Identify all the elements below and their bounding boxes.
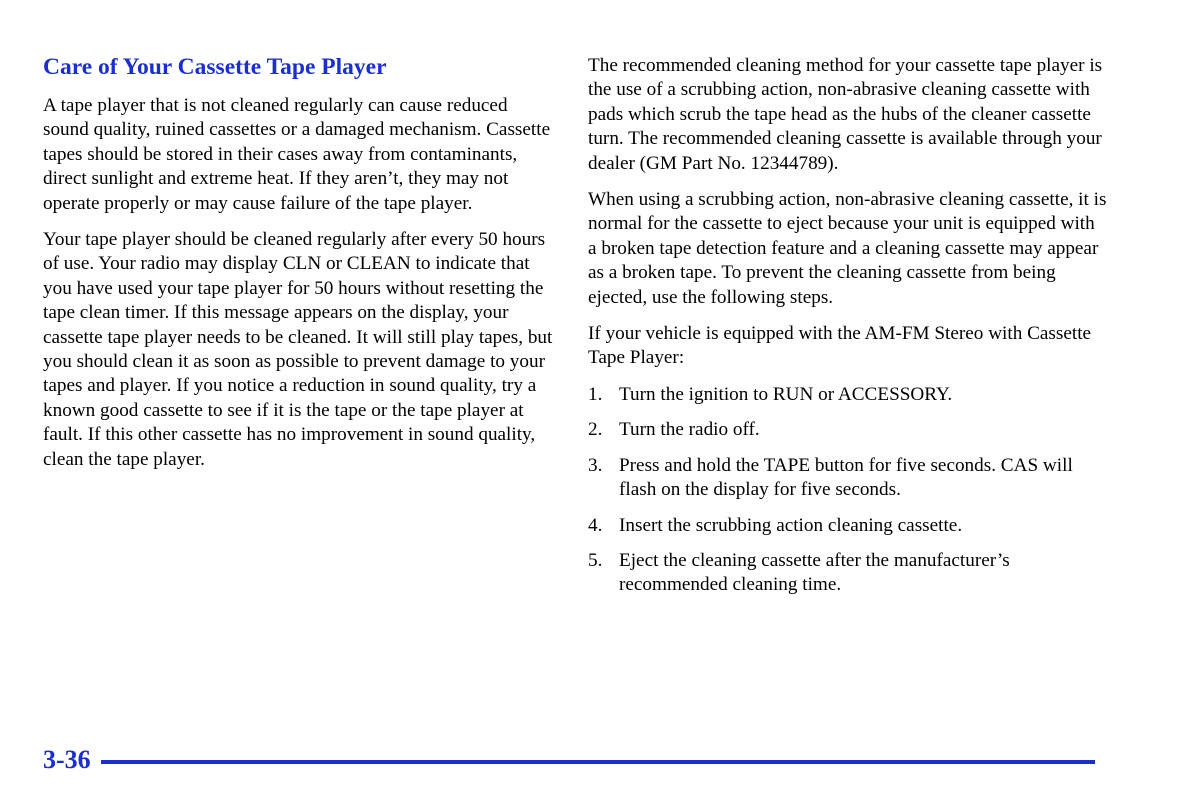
step-number: 4.	[588, 514, 603, 536]
paragraph-cleaning-schedule: Your tape player should be cleaned regularly after every 50 hours of use. Your radio may display CLN or CLEAN to indicate that you have used your tape player for 50 hours without resetting the tape clean timer. If this message appears on the display, your cassette tape player needs to be cleaned. It will still play tapes, but you should clean it as soon as possible to prevent damage to your tapes and player. If you notice a reduction in sound quality, try a known good cassette to see if it is the tape or the tape player at fault. If this other cassette has no improvement in sound quality, clean the tape player.	[43, 229, 553, 470]
page-number: 3-36	[43, 745, 91, 774]
list-item	[588, 549, 1108, 598]
paragraph-stereo-intro: If your vehicle is equipped with the AM-FM Stereo with Cassette Tape Player:	[588, 323, 1092, 369]
section-title: Care of Your Cassette Tape Player	[43, 54, 387, 80]
list-item	[588, 383, 1108, 407]
step-text: Turn the radio off.	[619, 419, 760, 441]
right-column	[588, 54, 1108, 609]
step-text: Eject the cleaning cassette after the manufacturer’s recommended cleaning time.	[619, 549, 1010, 596]
list-item	[588, 418, 1108, 442]
footer-rule	[101, 760, 1095, 764]
step-text: Insert the scrubbing action cleaning cassette.	[619, 514, 963, 536]
step-number: 5.	[588, 549, 603, 571]
step-number: 2.	[588, 419, 603, 441]
list-item	[588, 514, 1108, 538]
left-column	[43, 52, 555, 484]
step-text: Turn the ignition to RUN or ACCESSORY.	[619, 383, 953, 405]
step-text: Press and hold the TAPE button for five seconds. CAS will flash on the display for five seconds.	[619, 454, 1073, 501]
list-item	[588, 454, 1108, 503]
step-number: 1.	[588, 383, 603, 405]
paragraph-cleaning-method: The recommended cleaning method for your cassette tape player is the use of a scrubbing action, non-abrasive cleaning cassette with pads which scrub the tape head as the hubs of the cleaner cassette turn. The recommended cleaning cassette is available through your dealer (GM Part No. 12344789).	[588, 55, 1103, 174]
page-footer	[43, 740, 1095, 780]
paragraph-eject-note: When using a scrubbing action, non-abrasive cleaning cassette, it is normal for the cassette to eject because your unit is equipped with a broken tape detection feature and a cleaning cassette may appear as a broken tape. To prevent the cleaning cassette from being ejected, use the following steps.	[588, 189, 1107, 308]
paragraph-cleaning-importance: A tape player that is not cleaned regularly can cause reduced sound quality, ruined cassettes or a damaged mechanism. Cassette tapes should be stored in their cases away from contaminants, direct sunlight and extreme heat. If they aren’t, they may not operate properly or may cause failure of the tape player.	[43, 95, 551, 214]
cleaning-steps-list	[588, 383, 1108, 598]
step-number: 3.	[588, 454, 603, 476]
